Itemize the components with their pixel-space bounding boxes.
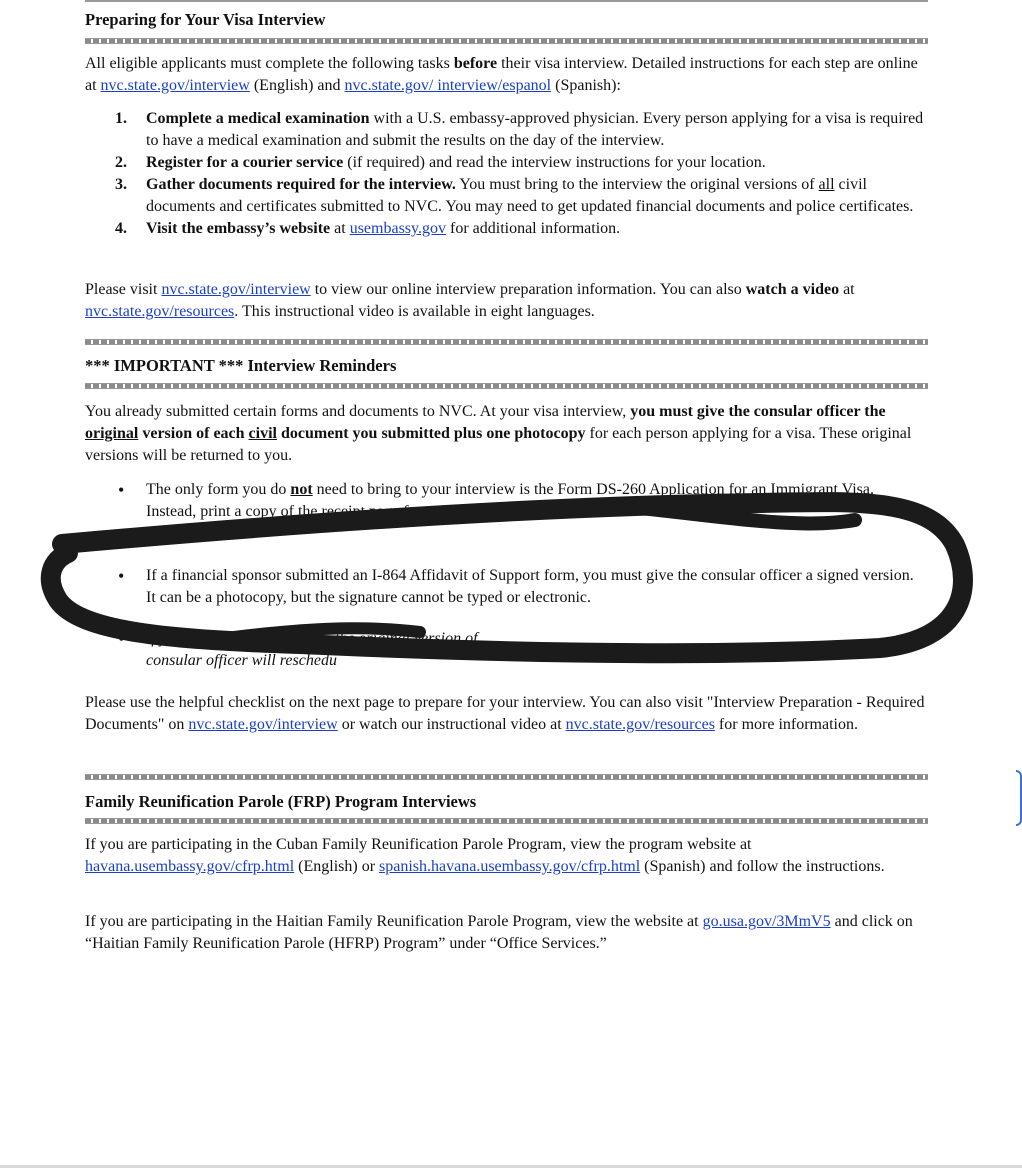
prep-steps	[115, 108, 925, 240]
list-item: 2. Register for a courier service (if required) and read the interview instructions for your location.	[115, 154, 766, 171]
frp-haitian: If you are participating in the Haitian Family Reunification Parole Program, view the website at go.usa.gov/3MmV5 and click on “Haitian Family Reunification Parole (HFRP) Program” under “Office Services.”	[85, 913, 913, 952]
prep-visit: Please visit nvc.state.gov/interview to view our online interview preparation information. You can also watch a video at nvc.state.gov/resources. This instructional video is available in eight languages.	[85, 281, 855, 320]
link-go-usa-gov[interactable]: go.usa.gov/3MmV5	[702, 913, 831, 930]
section-title-important: *** IMPORTANT *** Interview Reminders	[85, 356, 397, 375]
link-nvc-resources-2[interactable]: nvc.state.gov/resources	[565, 716, 715, 733]
top-rule	[85, 0, 928, 2]
reminder-bullet-2	[118, 565, 918, 609]
section-title-frp: Family Reunification Parole (FRP) Program Interviews	[85, 792, 477, 811]
checklist-paragraph: Please use the helpful checklist on the next page to prepare for your interview. You can also visit "Interview Preparation - Required Documents" on nvc.state.gov/interview or watch our instructional video at nvc.state.gov/resources for more information.	[85, 694, 925, 733]
prep-intro: All eligible applicants must complete the following tasks before their visa interview. Detailed instructions for each step are online at nvc.state.gov/interview (English) and nvc.state.gov/ interview/espanol (Spanish):	[85, 55, 918, 94]
frp-cuban: If you are participating in the Cuban Family Reunification Parole Program, view the program website at havana.usembassy.gov/cfrp.html (English) or spanish.havana.usembassy.gov/cfrp.html (Spanish) and follow the instructions.	[85, 836, 885, 875]
link-nvc-resources[interactable]: nvc.state.gov/resources	[85, 303, 235, 320]
divider	[85, 774, 928, 780]
divider	[85, 818, 928, 824]
edge-mark	[1016, 770, 1022, 826]
link-havana-cfrp[interactable]: havana.usembassy.gov/cfrp.html	[85, 858, 295, 875]
reminder-bullet-1	[118, 479, 918, 523]
list-item: • If you do not interview the original version of consular officer will reschedu	[118, 628, 918, 672]
divider	[85, 383, 928, 389]
list-item: 3. Gather documents required for the interview. You must bring to the interview the original versions of all civil documents and certificates submitted to NVC. You may need to get updated financial documents and police certificates.	[115, 176, 914, 215]
link-usembassy[interactable]: usembassy.gov	[349, 220, 446, 237]
divider	[85, 339, 928, 345]
link-spanish-havana-cfrp[interactable]: spanish.havana.usembassy.gov/cfrp.html	[379, 858, 641, 875]
list-item: • If a financial sponsor submitted an I-864 Affidavit of Support form, you must give the consular officer a signed version. It can be a photocopy, but the signature cannot be typed or electronic.	[118, 565, 918, 609]
link-nvc-interview-2[interactable]: nvc.state.gov/interview	[161, 281, 311, 298]
link-ceac[interactable]: ceac.state.gov	[438, 503, 529, 520]
list-item: 1. Complete a medical examination with a U.S. embassy-approved physician. Every person applying for a visa is required to have a medical examination and submit the results on the day of the interview.	[115, 110, 924, 149]
reminder-bullet-3	[118, 628, 918, 672]
important-intro: You already submitted certain forms and documents to NVC. At your visa interview, you must give the consular officer the original version of each civil document you submitted plus one photocopy for each person applying for a visa. These original versions will be returned to you.	[85, 403, 912, 464]
link-nvc-interview[interactable]: nvc.state.gov/interview	[100, 77, 250, 94]
divider	[85, 38, 928, 44]
link-nvc-espanol[interactable]: nvc.state.gov/ interview/espanol	[344, 77, 552, 94]
list-item: • The only form you do not need to bring to your interview is the Form DS-260 Application for an Immigrant Visa. Instead, print a copy of the receipt page from ceac.state.gov showin	[118, 479, 918, 523]
section-title-preparing: Preparing for Your Visa Interview	[85, 10, 326, 29]
list-item: 4. Visit the embassy’s website at usembassy.gov for additional information.	[115, 220, 621, 237]
link-nvc-interview-3[interactable]: nvc.state.gov/interview	[188, 716, 338, 733]
